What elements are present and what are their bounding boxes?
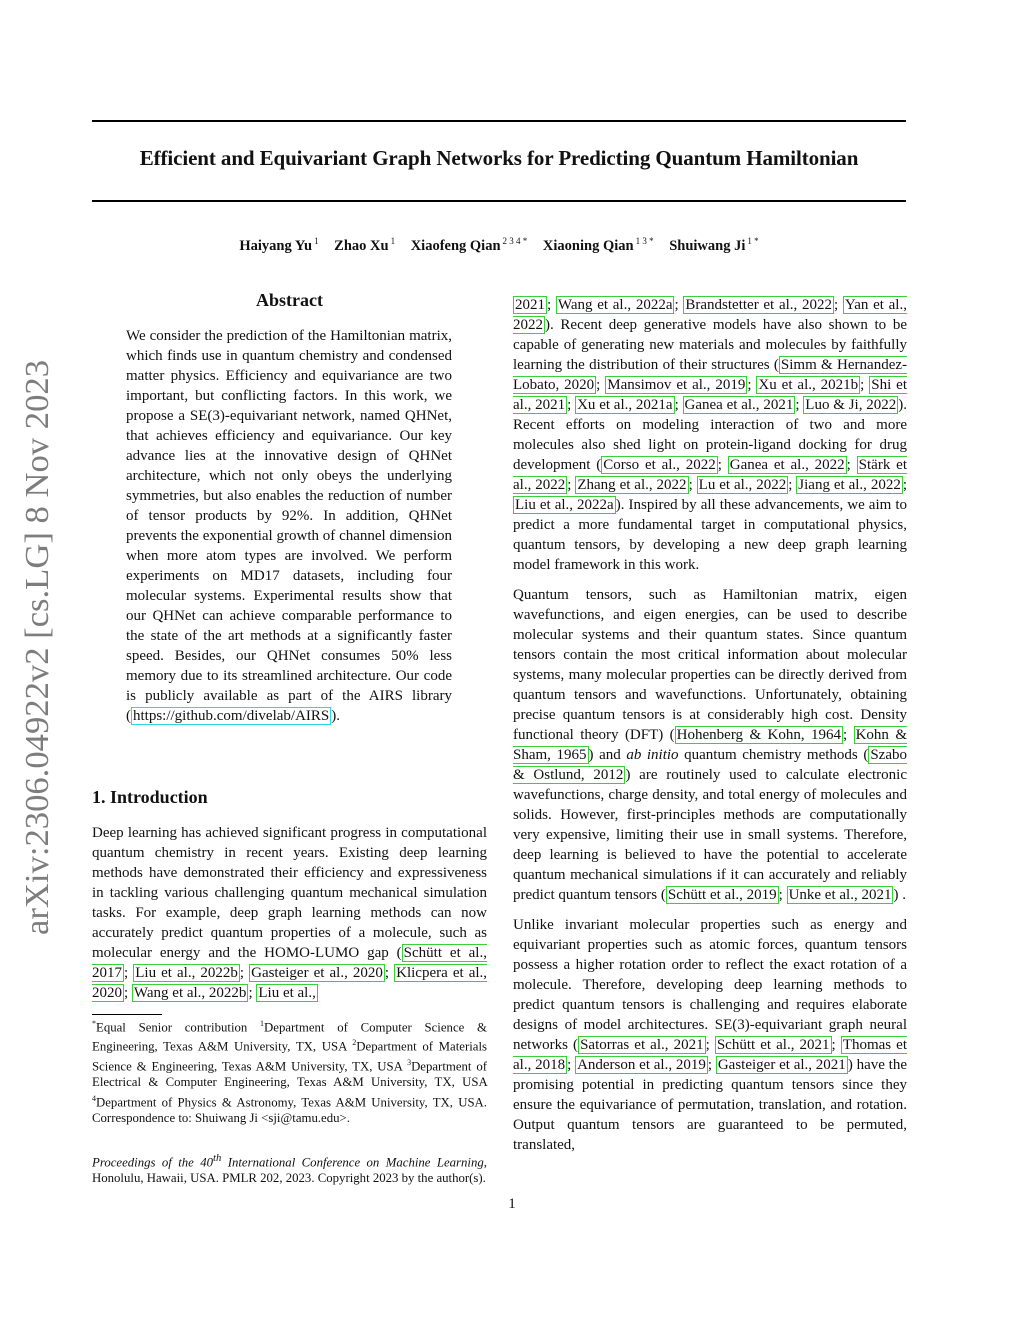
title-top-rule	[92, 120, 906, 122]
author: Xiaoning Qian $^{1 3 *}$	[542, 236, 654, 254]
citation-link[interactable]: Zhang et al., 2022	[577, 477, 687, 493]
author-list	[92, 236, 906, 255]
page-number: 1	[508, 1196, 516, 1212]
citation-link[interactable]: Jiang et al., 2022	[798, 477, 901, 493]
citation-link[interactable]: Anderson et al., 2019	[577, 1057, 706, 1073]
proceedings-note: Proceedings of the 40th International Conference on Machine Learning, Honolulu, Hawaii, USA. PMLR 202, 2023. Copyright 2023 by the author(s).	[92, 1153, 487, 1186]
author: Zhao Xu $^1$	[334, 236, 396, 254]
citation-link[interactable]: Xu et al., 2021b	[758, 377, 859, 393]
citation-link[interactable]: Shi et al., 2021	[513, 377, 908, 413]
citation-link[interactable]: Corso et al., 2022	[603, 457, 716, 473]
code-repository-link[interactable]: https://github.com/divelab/AIRS	[133, 708, 330, 724]
citation-link[interactable]: Liu et al., 2022b	[135, 965, 238, 981]
citation-link[interactable]: Kohn & Sham, 1965	[513, 727, 907, 763]
citation-link[interactable]: Ganea et al., 2021	[684, 397, 794, 413]
citation-link[interactable]: Liu et al.,	[258, 985, 316, 1001]
paragraph: 2021 ; Wang et al., 2022a ; Brandstetter et al., 2022 ; Yan et al., 2022 ). Recent deep generative models have also shown to be capable of generating new materials and molecules by faithfully learning the distribution of their structures ( Simm & Hernandez-Lobato, 2020 ; Mansimov et al., 2019 ; Xu et al., 2021b ; Shi et al., 2021 ; Xu et al., 2021a ; Ganea et al., 2021 ; Luo & Ji, 2022 ). Recent efforts on modeling interaction of two and more molecules also shed light on protein-ligand docking for drug development ( Corso et al., 2022 ; Ganea et al., 2022 ; Stärk et al., 2022 ; Zhang et al., 2022 ; Lu et al., 2022 ; Jiang et al., 2022 ; Liu et al., 2022a ). Inspired by all these advancements, we aim to predict a more fundamental target in computational physics, quantum tensors, by developing a new deep graph learning model framework in this work.	[513, 297, 908, 573]
citation-link[interactable]: Thomas et al., 2018	[513, 1037, 908, 1073]
footnote-rule	[92, 1014, 162, 1015]
right-column	[513, 295, 907, 1155]
citation-link[interactable]: Xu et al., 2021a	[577, 397, 673, 413]
citation-link[interactable]: Wang et al., 2022b	[133, 985, 247, 1001]
abstract-heading: Abstract	[256, 290, 323, 310]
citation-link[interactable]: Schütt et al., 2019	[667, 887, 777, 903]
citation-link[interactable]: Ganea et al., 2022	[729, 457, 845, 473]
citation-link[interactable]: Unke et al., 2021	[788, 887, 892, 903]
arxiv-stamp-graphic	[4, 355, 64, 935]
paragraph: Quantum tensors, such as Hamiltonian matrix, eigen wavefunctions, and eigen energies, can be used to describe molecular systems and their quantum states. Since quantum tensors contain the most critical information about molecular systems, many molecular properties can be directly derived from quantum tensors and wavefunctions. Unfortunately, obtaining precise quantum tensors is at considerably high cost. Density functional theory (DFT) ( Hohenberg & Kohn, 1964 ; Kohn & Sham, 1965 ) and ab initio quantum chemistry methods ( Szabo & Ostlund, 2012 ) are routinely used to calculate electronic wavefunctions, charge density, and total energy of molecules and solids. However, first-principles methods are computationally very expensive, limiting their use in small systems. Therefore, deep learning is believed to have the potential to accelerate quantum mechanical simulations if it can accurately and reliably predict quantum tensors ( Schütt et al., 2019 ; Unke et al., 2021 ) .	[513, 587, 908, 903]
citation-link[interactable]: Szabo & Ostlund, 2012	[513, 747, 908, 783]
title-bottom-rule	[92, 200, 906, 202]
author: Shuiwang Ji $^{1 *}$	[669, 236, 759, 254]
citation-link[interactable]: Simm & Hernandez-Lobato, 2020	[513, 357, 908, 393]
citation-link[interactable]: Klicpera et al., 2020	[92, 965, 488, 1001]
introduction-body: Deep learning has achieved significant progress in computational quantum chemistry in recent years. Existing deep learning methods have demonstrated their efficiency and expressiveness in tackling various challenging quantum mechanical simulation tasks. For example, deep graph learning methods can now accurately predict quantum properties of a molecule, such as molecular energy and the HOMO-LUMO gap ( Schütt et al., 2017 ; Liu et al., 2022b ; Gasteiger et al., 2020 ; Klicpera et al., 2020 ; Wang et al., 2022b ; Liu et al.,	[92, 825, 488, 1001]
citation-link[interactable]: Brandstetter et al., 2022	[685, 297, 832, 313]
citation-link[interactable]: Schütt et al., 2017	[92, 945, 487, 981]
arxiv-stamp-text: arXiv:2306.04922v2 [cs.LG] 8 Nov 2023	[19, 370, 56, 935]
author: Xiaofeng Qian $^{2 3 4 *}$	[410, 236, 528, 254]
citation-link[interactable]: Luo & Ji, 2022	[805, 397, 897, 413]
citation-link[interactable]: Liu et al., 2022a	[515, 497, 614, 513]
citation-link[interactable]: Wang et al., 2022a	[557, 297, 673, 313]
arxiv-identifier-stamp	[4, 355, 64, 935]
citation-link[interactable]: Hohenberg & Kohn, 1964	[676, 727, 842, 743]
paragraph: Unlike invariant molecular properties such as energy and equivariant properties such as atomic forces, quantum tensors possess a higher rotation order to reflect the exact rotation of a molecule. Therefore, developing deep learning methods to predict quantum tensors is challenging and requires elaborate designs of model architectures. SE(3)-equivariant graph neural networks ( Satorras et al., 2021 ; Schütt et al., 2021 ; Thomas et al., 2018 ; Anderson et al., 2019 ; Gasteiger et al., 2021 ) have the promising potential in predicting quantum tensors since they ensure the equivariance of permutation, translation, and rotation. Output quantum tensors are guaranteed to be permuted, translated,	[513, 917, 908, 1153]
citation-link[interactable]: Lu et al., 2022	[698, 477, 787, 493]
citation-link[interactable]: Stärk et al., 2022	[513, 457, 907, 493]
citation-link[interactable]: Gasteiger et al., 2020	[251, 965, 383, 981]
abstract-body: We consider the prediction of the Hamiltonian matrix, which finds use in quantum chemistry and condensed matter physics. Efficiency and equivariance are two important, but conflicting factors. In this work, we propose a SE(3)-equivariant network, named QHNet, that achieves efficiency and equivariance. Our key advance lies at the innovative design of QHNet architecture, which not only obeys the underlying symmetries, but also enables the reduction of number of tensor products by 92%. In addition, QHNet prevents the exponential growth of channel dimension when more atom types are involved. We perform experiments on MD17 datasets, including four molecular systems. Experimental results show that our QHNet can achieve comparable performance to the state of the art methods at a significantly faster speed. Besides, our QHNet consumes 50% less memory due to its streamlined architecture. Our code is publicly available as part of the AIRS library ( https://github.com/divelab/AIRS ).	[126, 328, 452, 724]
affiliation-footnotes: *Equal Senior contribution $^1$Department of Computer Science & Engineering, Texas A&M University, TX, USA $^2$Department of Materials Science & Engineering, Texas A&M University, TX, USA $^3$Department of Electrical & Computer Engineering, Texas A&M University, TX, USA $^4$Department of Physics & Astronomy, Texas A&M University, TX, USA. Correspondence to: Shuiwang Ji <sji@tamu.edu>.	[92, 1019, 487, 1126]
citation-link[interactable]: Gasteiger et al., 2021	[717, 1057, 846, 1073]
author: Haiyang Yu $^1$	[239, 236, 319, 254]
paper-title: Efficient and Equivariant Graph Networks for Predicting Quantum Hamiltonian	[139, 146, 859, 170]
citation-link[interactable]: Schütt et al., 2021	[716, 1037, 830, 1053]
citation-link[interactable]: 2021	[515, 297, 545, 313]
citation-link[interactable]: Yan et al., 2022	[513, 297, 907, 333]
introduction-heading: 1. Introduction	[92, 787, 208, 807]
citation-link[interactable]: Mansimov et al., 2019	[607, 377, 746, 393]
citation-link[interactable]: Satorras et al., 2021	[580, 1037, 704, 1053]
